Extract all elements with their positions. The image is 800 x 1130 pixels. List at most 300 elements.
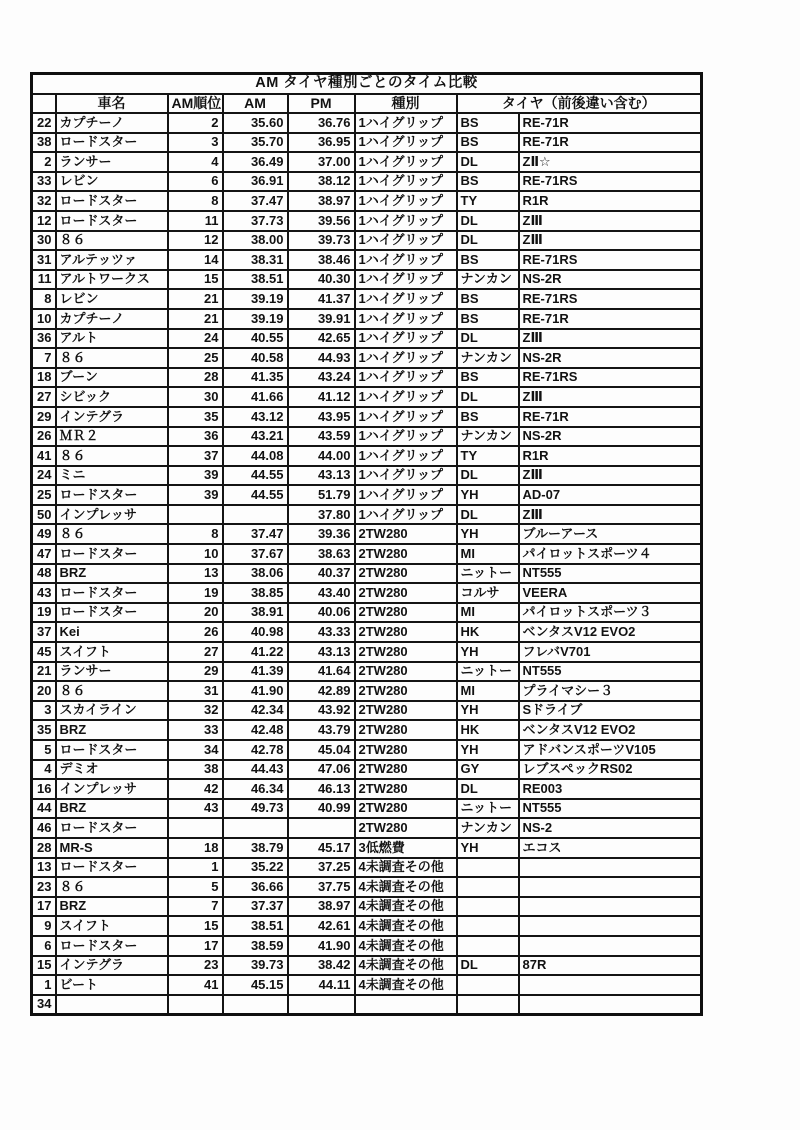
tire-maker: ニットー [457,799,519,819]
tire-model: R1R [519,191,702,211]
pm-time: 43.95 [288,407,355,427]
car-name: ブーン [56,368,168,388]
tire-type: 2TW280 [355,681,457,701]
am-time: 42.34 [223,701,288,721]
tire-model: ZⅢ [519,466,702,486]
am-rank: 14 [168,250,223,270]
am-time: 40.98 [223,622,288,642]
table-row [32,348,702,368]
tire-type: 2TW280 [355,799,457,819]
row-number: 10 [32,309,56,329]
tire-maker: YH [457,838,519,858]
tire-type [355,995,457,1015]
tire-type: 1ハイグリップ [355,505,457,525]
pm-time: 42.89 [288,681,355,701]
am-time: 42.48 [223,720,288,740]
car-name: ロードスター [56,544,168,564]
header-tire: タイヤ（前後違い含む） [457,94,702,113]
row-number: 13 [32,858,56,878]
tire-model: ベンタスV12 EVO2 [519,622,702,642]
table-row [32,760,702,780]
car-name: ロードスター [56,211,168,231]
pm-time: 37.75 [288,877,355,897]
am-time: 37.37 [223,897,288,917]
tire-maker: MI [457,603,519,623]
tire-maker [457,858,519,878]
row-number: 45 [32,642,56,662]
pm-time: 41.12 [288,387,355,407]
row-number: 24 [32,466,56,486]
am-rank: 35 [168,407,223,427]
pm-time: 36.76 [288,113,355,133]
row-number: 19 [32,603,56,623]
table-row [32,956,702,976]
pm-time: 40.30 [288,270,355,290]
am-time: 45.15 [223,975,288,995]
am-rank: 30 [168,387,223,407]
am-rank: 32 [168,701,223,721]
row-number: 25 [32,485,56,505]
tire-maker: ナンカン [457,348,519,368]
tire-model: ベンタスV12 EVO2 [519,720,702,740]
tire-maker: MI [457,681,519,701]
car-name: シビック [56,387,168,407]
row-number: 5 [32,740,56,760]
am-rank: 7 [168,897,223,917]
row-number: 49 [32,524,56,544]
am-rank: 28 [168,368,223,388]
car-name: BRZ [56,564,168,584]
tire-maker: HK [457,720,519,740]
row-number: 36 [32,329,56,349]
row-number: 31 [32,250,56,270]
tire-maker: ニットー [457,564,519,584]
am-rank [168,818,223,838]
row-number: 27 [32,387,56,407]
table-row [32,133,702,153]
header-tire-type: 種別 [355,94,457,113]
tire-model: アドバンスポーツV105 [519,740,702,760]
tire-maker: BS [457,309,519,329]
row-number: 12 [32,211,56,231]
am-rank: 27 [168,642,223,662]
tire-model: RE-71R [519,309,702,329]
am-time: 38.00 [223,231,288,251]
table-row [32,270,702,290]
row-number: 30 [32,231,56,251]
tire-maker: ニットー [457,662,519,682]
pm-time: 43.13 [288,466,355,486]
tire-model: パイロットスポーツ３ [519,603,702,623]
row-number: 2 [32,152,56,172]
tire-type: 4未調査その他 [355,858,457,878]
pm-time: 41.90 [288,936,355,956]
tire-maker: YH [457,642,519,662]
table-row [32,387,702,407]
pm-time: 40.37 [288,564,355,584]
pm-time: 43.33 [288,622,355,642]
tire-type: 4未調査その他 [355,916,457,936]
tire-maker [457,995,519,1015]
tire-type: 1ハイグリップ [355,152,457,172]
pm-time: 44.00 [288,446,355,466]
pm-time: 43.40 [288,583,355,603]
table-row [32,799,702,819]
table-row [32,250,702,270]
am-time: 44.08 [223,446,288,466]
am-rank: 23 [168,956,223,976]
tire-maker: BS [457,113,519,133]
car-name: ロードスター [56,583,168,603]
row-number: 7 [32,348,56,368]
table-row [32,329,702,349]
car-name: インプレッサ [56,779,168,799]
row-number: 50 [32,505,56,525]
tire-type: 2TW280 [355,603,457,623]
am-time: 36.91 [223,172,288,192]
tire-model: NS-2 [519,818,702,838]
am-rank: 6 [168,172,223,192]
am-rank: 43 [168,799,223,819]
table-row [32,642,702,662]
car-name: MR-S [56,838,168,858]
am-time: 41.39 [223,662,288,682]
tire-type: 1ハイグリップ [355,387,457,407]
tire-type: 2TW280 [355,583,457,603]
am-rank: 11 [168,211,223,231]
tire-type: 2TW280 [355,760,457,780]
tire-type: 3低燃費 [355,838,457,858]
header-pm-time: PM [288,94,355,113]
tire-maker: GY [457,760,519,780]
tire-model: RE-71R [519,407,702,427]
row-number: 4 [32,760,56,780]
title-row [32,74,702,95]
tire-type: 1ハイグリップ [355,368,457,388]
am-rank: 8 [168,191,223,211]
tire-maker [457,936,519,956]
am-rank: 36 [168,427,223,447]
am-time: 36.66 [223,877,288,897]
car-name: ロードスター [56,191,168,211]
car-name: アルト [56,329,168,349]
car-name: ロードスター [56,603,168,623]
am-time: 40.58 [223,348,288,368]
tire-model: ZⅢ [519,211,702,231]
pm-time: 39.56 [288,211,355,231]
pm-time: 47.06 [288,760,355,780]
tire-maker: ナンカン [457,270,519,290]
table-title: AM タイヤ種別ごとのタイム比較 [32,74,702,95]
tire-model: NS-2R [519,427,702,447]
header-am-rank: AM順位 [168,94,223,113]
tire-type: 2TW280 [355,701,457,721]
tire-model: 87R [519,956,702,976]
pm-time: 37.00 [288,152,355,172]
row-number: 21 [32,662,56,682]
am-rank: 26 [168,622,223,642]
am-time: 42.78 [223,740,288,760]
tire-type: 4未調査その他 [355,936,457,956]
table-row [32,936,702,956]
tire-type: 1ハイグリップ [355,485,457,505]
tire-model: NT555 [519,564,702,584]
tire-model: ZⅢ [519,387,702,407]
car-name: アルテッツァ [56,250,168,270]
tire-type: 1ハイグリップ [355,329,457,349]
am-time [223,995,288,1015]
pm-time: 41.64 [288,662,355,682]
car-name: ロードスター [56,133,168,153]
car-name: カプチーノ [56,113,168,133]
am-time: 41.90 [223,681,288,701]
car-name: ８６ [56,348,168,368]
pm-time: 37.25 [288,858,355,878]
tire-model: レブスペックRS02 [519,760,702,780]
car-name: BRZ [56,897,168,917]
am-time: 35.60 [223,113,288,133]
am-time: 43.12 [223,407,288,427]
am-rank: 8 [168,524,223,544]
pm-time: 44.93 [288,348,355,368]
tire-model: ZⅢ [519,329,702,349]
table-row [32,858,702,878]
tire-maker: YH [457,740,519,760]
table-row [32,995,702,1015]
tire-model: ZⅡ☆ [519,152,702,172]
tire-model: RE-71RS [519,368,702,388]
tire-maker: コルサ [457,583,519,603]
row-number: 20 [32,681,56,701]
tire-type: 1ハイグリップ [355,250,457,270]
row-number: 29 [32,407,56,427]
tire-type: 1ハイグリップ [355,348,457,368]
tire-model: RE-71R [519,133,702,153]
tire-model [519,936,702,956]
time-comparison-table [30,72,703,1016]
am-time: 38.31 [223,250,288,270]
am-time: 44.55 [223,485,288,505]
car-name: ロードスター [56,818,168,838]
car-name: ミニ [56,466,168,486]
car-name [56,995,168,1015]
tire-model: NT555 [519,799,702,819]
car-name: ロードスター [56,936,168,956]
car-name: Kei [56,622,168,642]
tire-model: RE-71R [519,113,702,133]
car-name: アルトワークス [56,270,168,290]
tire-type: 1ハイグリップ [355,466,457,486]
tire-model: RE-71RS [519,289,702,309]
am-rank: 17 [168,936,223,956]
row-number: 26 [32,427,56,447]
row-number: 28 [32,838,56,858]
table-row [32,603,702,623]
row-number: 6 [32,936,56,956]
row-number: 9 [32,916,56,936]
tire-model: R1R [519,446,702,466]
table-row [32,446,702,466]
am-rank: 19 [168,583,223,603]
table-row [32,877,702,897]
tire-maker: TY [457,191,519,211]
am-time: 40.55 [223,329,288,349]
car-name: ロードスター [56,858,168,878]
tire-maker: TY [457,446,519,466]
am-rank: 25 [168,348,223,368]
pm-time: 46.13 [288,779,355,799]
table-row [32,191,702,211]
row-number: 34 [32,995,56,1015]
pm-time: 45.04 [288,740,355,760]
car-name: ランサー [56,152,168,172]
am-time: 36.49 [223,152,288,172]
row-number: 16 [32,779,56,799]
tire-model: NT555 [519,662,702,682]
am-rank: 41 [168,975,223,995]
tire-maker: DL [457,779,519,799]
car-name: インプレッサ [56,505,168,525]
table-row [32,564,702,584]
am-time: 37.73 [223,211,288,231]
tire-model: ZⅢ [519,505,702,525]
am-rank: 20 [168,603,223,623]
table-row [32,818,702,838]
car-name: BRZ [56,799,168,819]
table-row [32,662,702,682]
tire-type: 1ハイグリップ [355,211,457,231]
tire-maker: DL [457,211,519,231]
car-name: スイフト [56,916,168,936]
tire-maker: YH [457,701,519,721]
am-time: 38.51 [223,270,288,290]
car-name: インテグラ [56,407,168,427]
am-time [223,818,288,838]
tire-type: 2TW280 [355,818,457,838]
am-rank: 18 [168,838,223,858]
pm-time: 43.24 [288,368,355,388]
am-rank: 5 [168,877,223,897]
car-name: カプチーノ [56,309,168,329]
am-rank: 3 [168,133,223,153]
pm-time: 45.17 [288,838,355,858]
am-time: 44.43 [223,760,288,780]
tire-type: 1ハイグリップ [355,231,457,251]
car-name: ８６ [56,231,168,251]
am-time: 41.22 [223,642,288,662]
table-row [32,172,702,192]
tire-type: 2TW280 [355,642,457,662]
tire-type: 1ハイグリップ [355,407,457,427]
am-rank: 37 [168,446,223,466]
pm-time: 38.12 [288,172,355,192]
table-row [32,583,702,603]
table-row [32,466,702,486]
am-rank: 39 [168,466,223,486]
tire-maker: BS [457,407,519,427]
table-row [32,720,702,740]
tire-type: 2TW280 [355,720,457,740]
tire-type: 2TW280 [355,740,457,760]
header-row [32,94,702,113]
table-row [32,681,702,701]
tire-maker: HK [457,622,519,642]
table-row [32,544,702,564]
table-row [32,231,702,251]
tire-type: 2TW280 [355,544,457,564]
tire-model [519,877,702,897]
tire-maker [457,975,519,995]
tire-model: AD-07 [519,485,702,505]
table-row [32,740,702,760]
car-name: ビート [56,975,168,995]
tire-maker: MI [457,544,519,564]
tire-maker: DL [457,152,519,172]
tire-type: 4未調査その他 [355,877,457,897]
tire-maker [457,877,519,897]
row-number: 46 [32,818,56,838]
tire-model [519,975,702,995]
tire-model: NS-2R [519,270,702,290]
row-number: 48 [32,564,56,584]
table-row [32,701,702,721]
am-rank: 38 [168,760,223,780]
am-time: 41.35 [223,368,288,388]
table-row [32,368,702,388]
tire-maker: DL [457,956,519,976]
table-row [32,152,702,172]
header-am-time: AM [223,94,288,113]
pm-time: 40.06 [288,603,355,623]
tire-model: フレバV701 [519,642,702,662]
am-rank [168,505,223,525]
row-number: 44 [32,799,56,819]
car-name: ８６ [56,877,168,897]
am-rank: 42 [168,779,223,799]
row-number: 11 [32,270,56,290]
pm-time [288,818,355,838]
am-time: 49.73 [223,799,288,819]
am-rank: 4 [168,152,223,172]
table-body [32,113,702,1015]
row-number: 3 [32,701,56,721]
table-row [32,427,702,447]
row-number: 32 [32,191,56,211]
pm-time: 36.95 [288,133,355,153]
pm-time: 42.65 [288,329,355,349]
tire-model: エコス [519,838,702,858]
am-rank [168,995,223,1015]
row-number: 33 [32,172,56,192]
am-time: 44.55 [223,466,288,486]
am-time: 35.70 [223,133,288,153]
am-time: 35.22 [223,858,288,878]
tire-model: パイロットスポーツ４ [519,544,702,564]
table-row [32,407,702,427]
table-row [32,897,702,917]
pm-time: 38.42 [288,956,355,976]
row-number: 1 [32,975,56,995]
am-time: 37.47 [223,191,288,211]
tire-type: 1ハイグリップ [355,309,457,329]
tire-type: 1ハイグリップ [355,446,457,466]
pm-time: 43.13 [288,642,355,662]
car-name: スイフト [56,642,168,662]
tire-type: 2TW280 [355,622,457,642]
row-number: 17 [32,897,56,917]
am-rank: 34 [168,740,223,760]
am-time: 43.21 [223,427,288,447]
